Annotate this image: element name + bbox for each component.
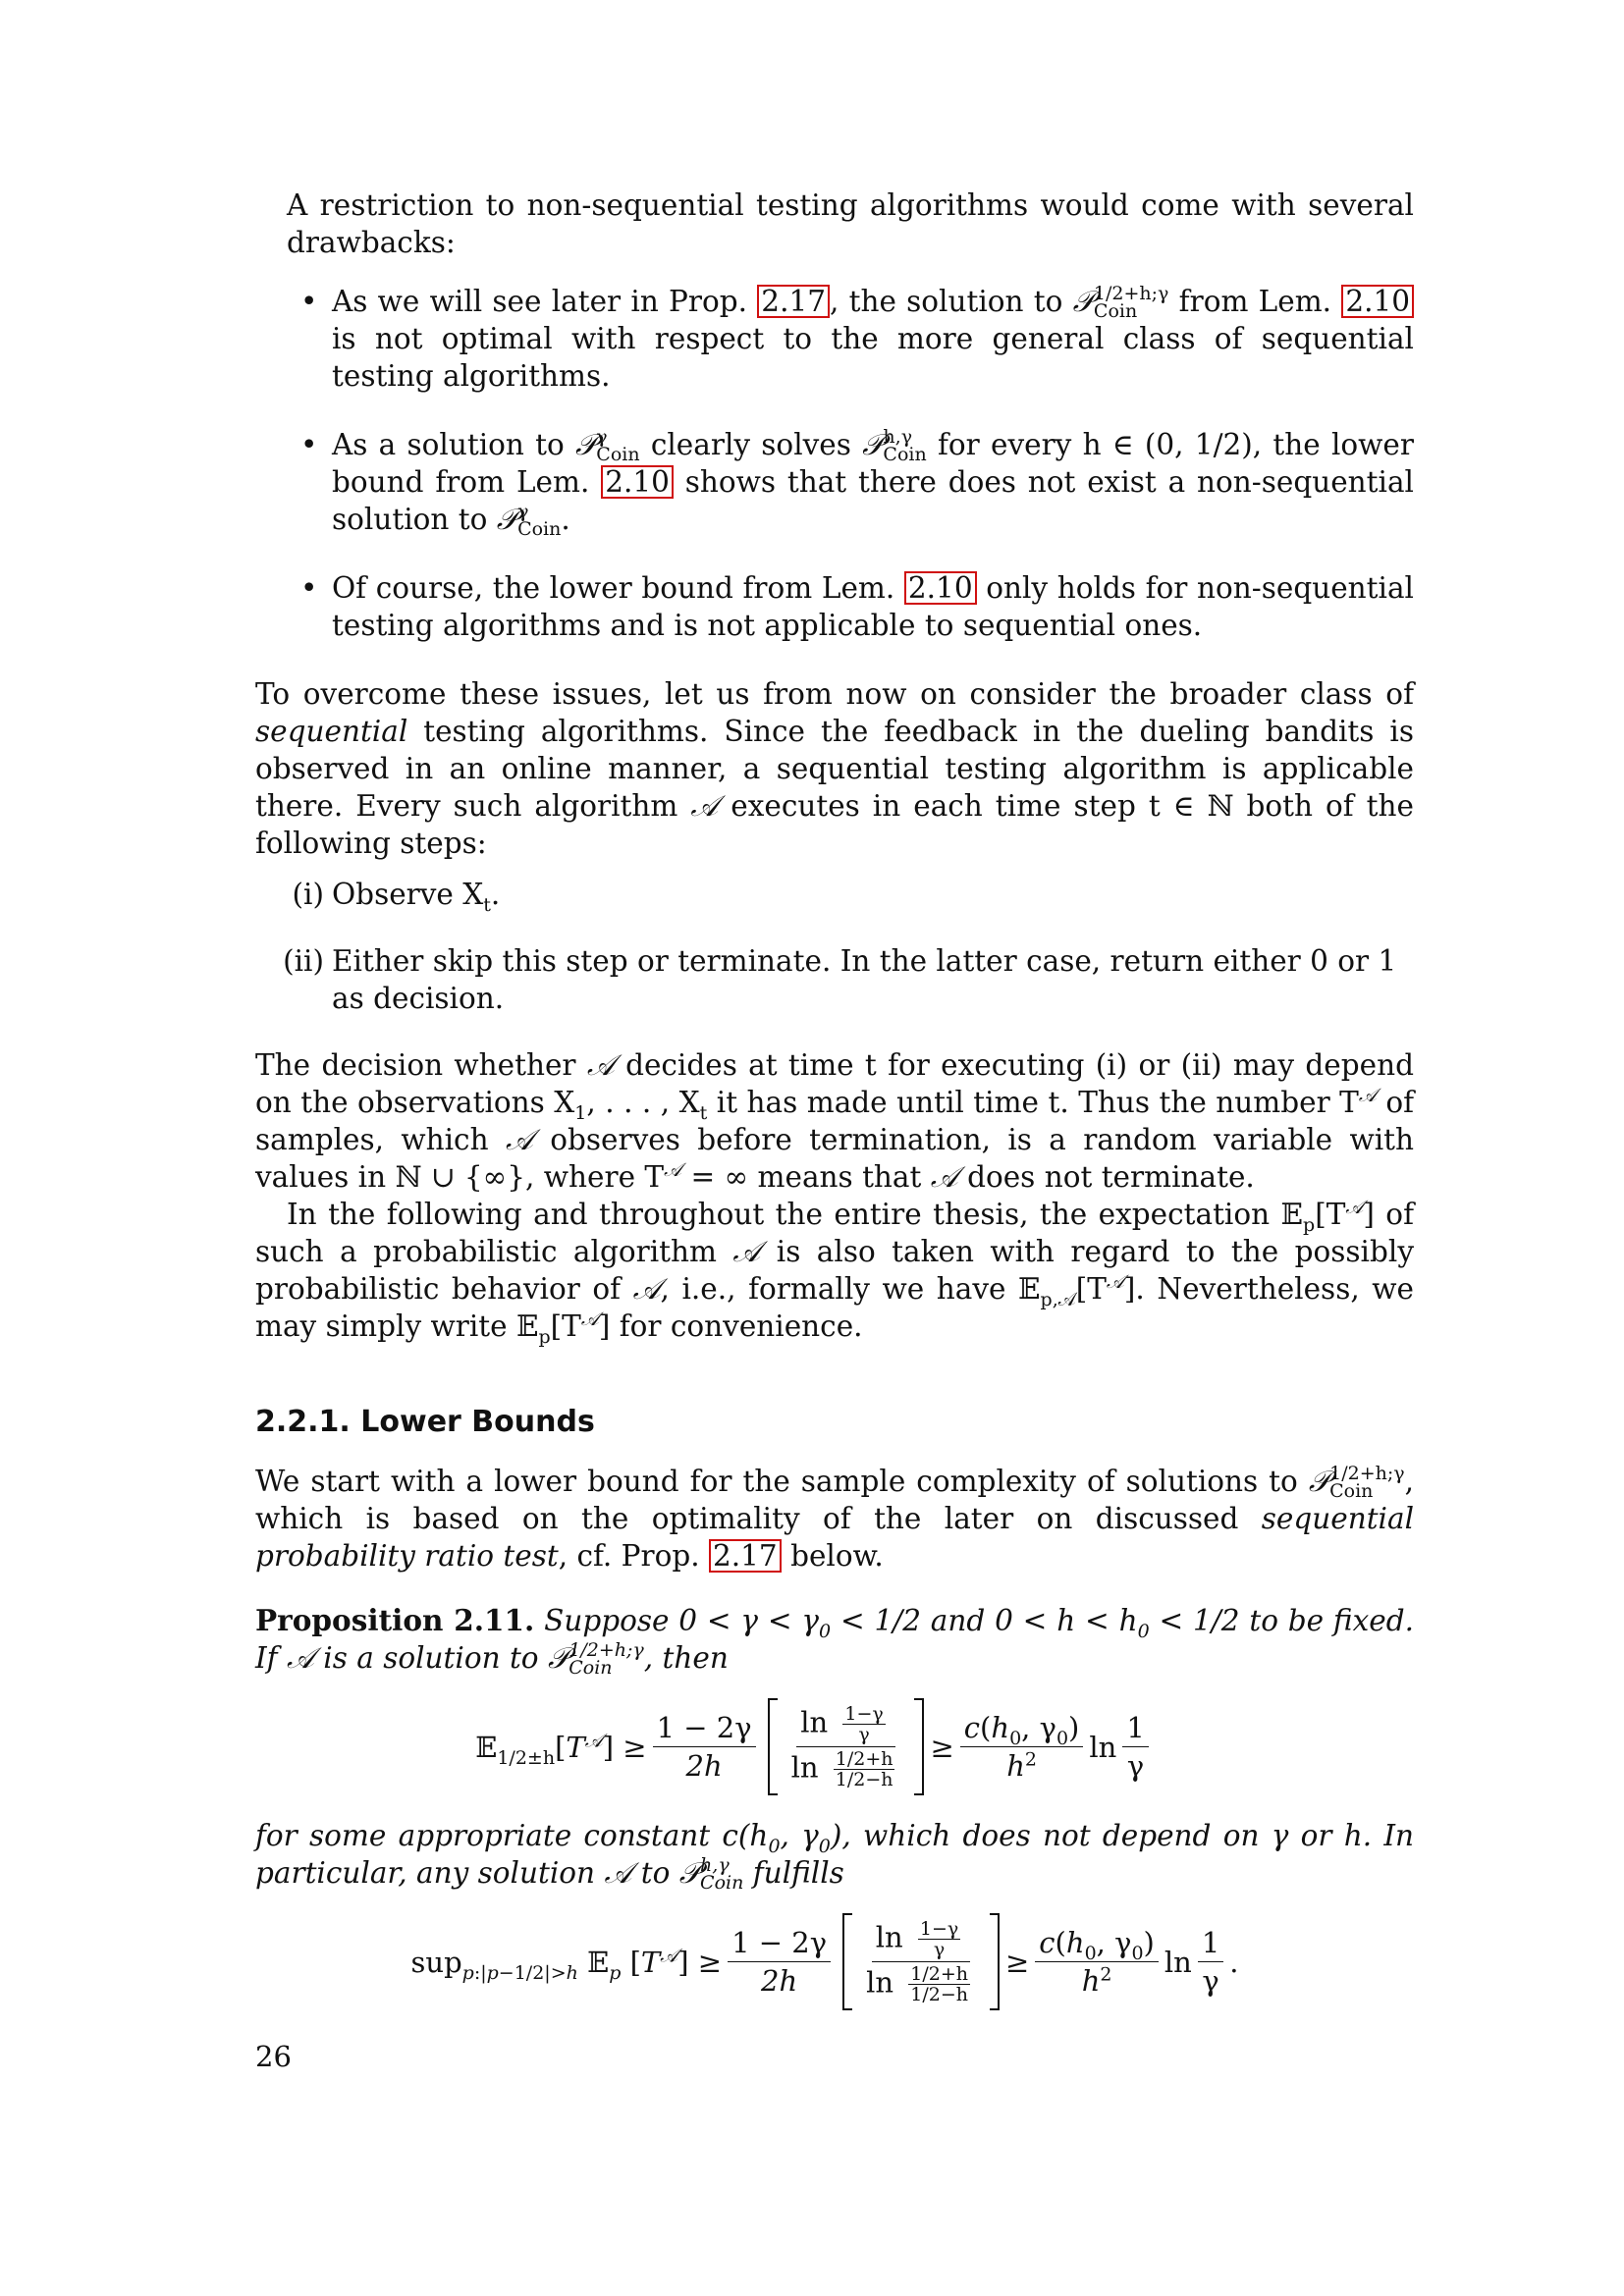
intro-paragraph: A restriction to non-sequential testing algorithms would come with several drawbacks: <box>287 188 1414 259</box>
proposition-continuation: for some appropriate constant $c(h_0$, $\gamma_0$), which does not depend on γ or h. In particular, any solution 𝒜 to 𝒫 h,γ Coin fulfills <box>255 1819 1414 1894</box>
equation-sup-bound: sup$_{p:|p-1/2|>h}$ 𝔼$_p$ $[T^𝒜]$ ≥ $\frac{1 - 2\gamma}{2h}$ ln $\frac{1-\gamma}{\gamma}$ ln $\frac{1/2+h}{1/2-h}$ ≥ $\frac{c(h_0, \gamma_0)}{h^2}$ ln $\frac{1}{\gamma}$ . <box>410 1918 1239 2005</box>
bullet-icon: • <box>300 285 318 318</box>
list-item: (i) Observe $X_t$. <box>292 878 501 916</box>
list-item: • Of course, the lower bound from Lem. 2.10 only holds for non-sequential testing algorithms and is not applicable to sequential ones. <box>300 571 1414 642</box>
section-heading: 2.2.1. Lower Bounds <box>255 1405 595 1439</box>
proposition-statement: Proposition 2.11. Suppose $0 < \gamma < \gamma_0 < 1/2$ and $0 < h < h_0 < 1/2$ to be fixed. If 𝒜 is a solution to 𝒫 1/2+h;γ Coin , then <box>255 1603 1414 1679</box>
paragraph-decision: The decision whether 𝒜 decides at time t for executing (i) or (ii) may depend on the observations $X_1$, . . . , $X_t$ it has made until time t. Thus the number $T^𝒜$ of samples, which 𝒜 observes before termination, is a random variable with values in ℕ ∪ {∞}, where $T^𝒜$ = ∞ means that 𝒜 does not terminate. <box>255 1048 1414 1194</box>
ref-prop-2-17[interactable]: 2.17 <box>709 1539 782 1573</box>
list-item: • As we will see later in Prop. 2.17 , the solution to 𝒫 1/2+h;γ Coin from Lem. 2.10 is not optimal with respect to the more general class of sequential testing algorithms. <box>300 283 1414 393</box>
bullet-icon: • <box>300 571 318 605</box>
bullet-icon: • <box>300 428 318 461</box>
equation-bound: $𝔼_{1/2\pm h}[T^𝒜]$ ≥ $\frac{1 - 2\gamma}{2h}$ ln $\frac{1-\gamma}{\gamma}$ ln $\frac{1/2+h}{1/2-h}$ ≥ $\frac{c(h_0, \gamma_0)}{h^2}$ ln $\frac{1}{\gamma}$ <box>216 1704 1414 1789</box>
list-item: • As a solution to 𝒫 γ Coin clearly solves 𝒫 h,γ Coin for every h ∈ (0, 1/2), the lower bound from Lem. 2.10 shows that there does not exist a non-sequential solution to 𝒫 γ Coin . <box>300 426 1414 540</box>
ref-lem-2-10[interactable]: 2.10 <box>1341 285 1414 318</box>
ref-lem-2-10[interactable]: 2.10 <box>601 465 674 499</box>
list-item: (ii) Either skip this step or terminate. In the latter case, return either 0 or 1 as decision. <box>283 944 1397 1015</box>
page-number: 26 <box>255 2040 292 2073</box>
paragraph-sequential: To overcome these issues, let us from now on consider the broader class of sequential testing algorithms. Since the feedback in the dueling bandits is observed in an online manner, a sequential testing algorithm is applicable there. Every such algorithm 𝒜 executes in each time step t ∈ ℕ both of the following steps: <box>255 677 1414 860</box>
ref-lem-2-10[interactable]: 2.10 <box>904 571 977 605</box>
paragraph-expectation: In the following and throughout the entire thesis, the expectation $𝔼_p[T^𝒜]$ of such a probabilistic algorithm 𝒜 is also taken with regard to the possibly probabilistic behavior of 𝒜, i.e., formally we have $𝔼_{p,𝒜}[T^𝒜]$. Nevertheless, we may simply write $𝔼_p[T^𝒜]$ for convenience. <box>255 1197 1414 1348</box>
ref-prop-2-17[interactable]: 2.17 <box>757 285 830 318</box>
page-body <box>255 187 1414 2032</box>
steps-list <box>255 876 1414 1017</box>
paragraph-lower-bound: We start with a lower bound for the sample complexity of solutions to 𝒫 1/2+h;γ Coin , which is based on the optimality of the later on discussed sequential probability ratio test, cf. Prop. 2.17 below. <box>255 1463 1414 1573</box>
drawbacks-list <box>255 283 1414 644</box>
